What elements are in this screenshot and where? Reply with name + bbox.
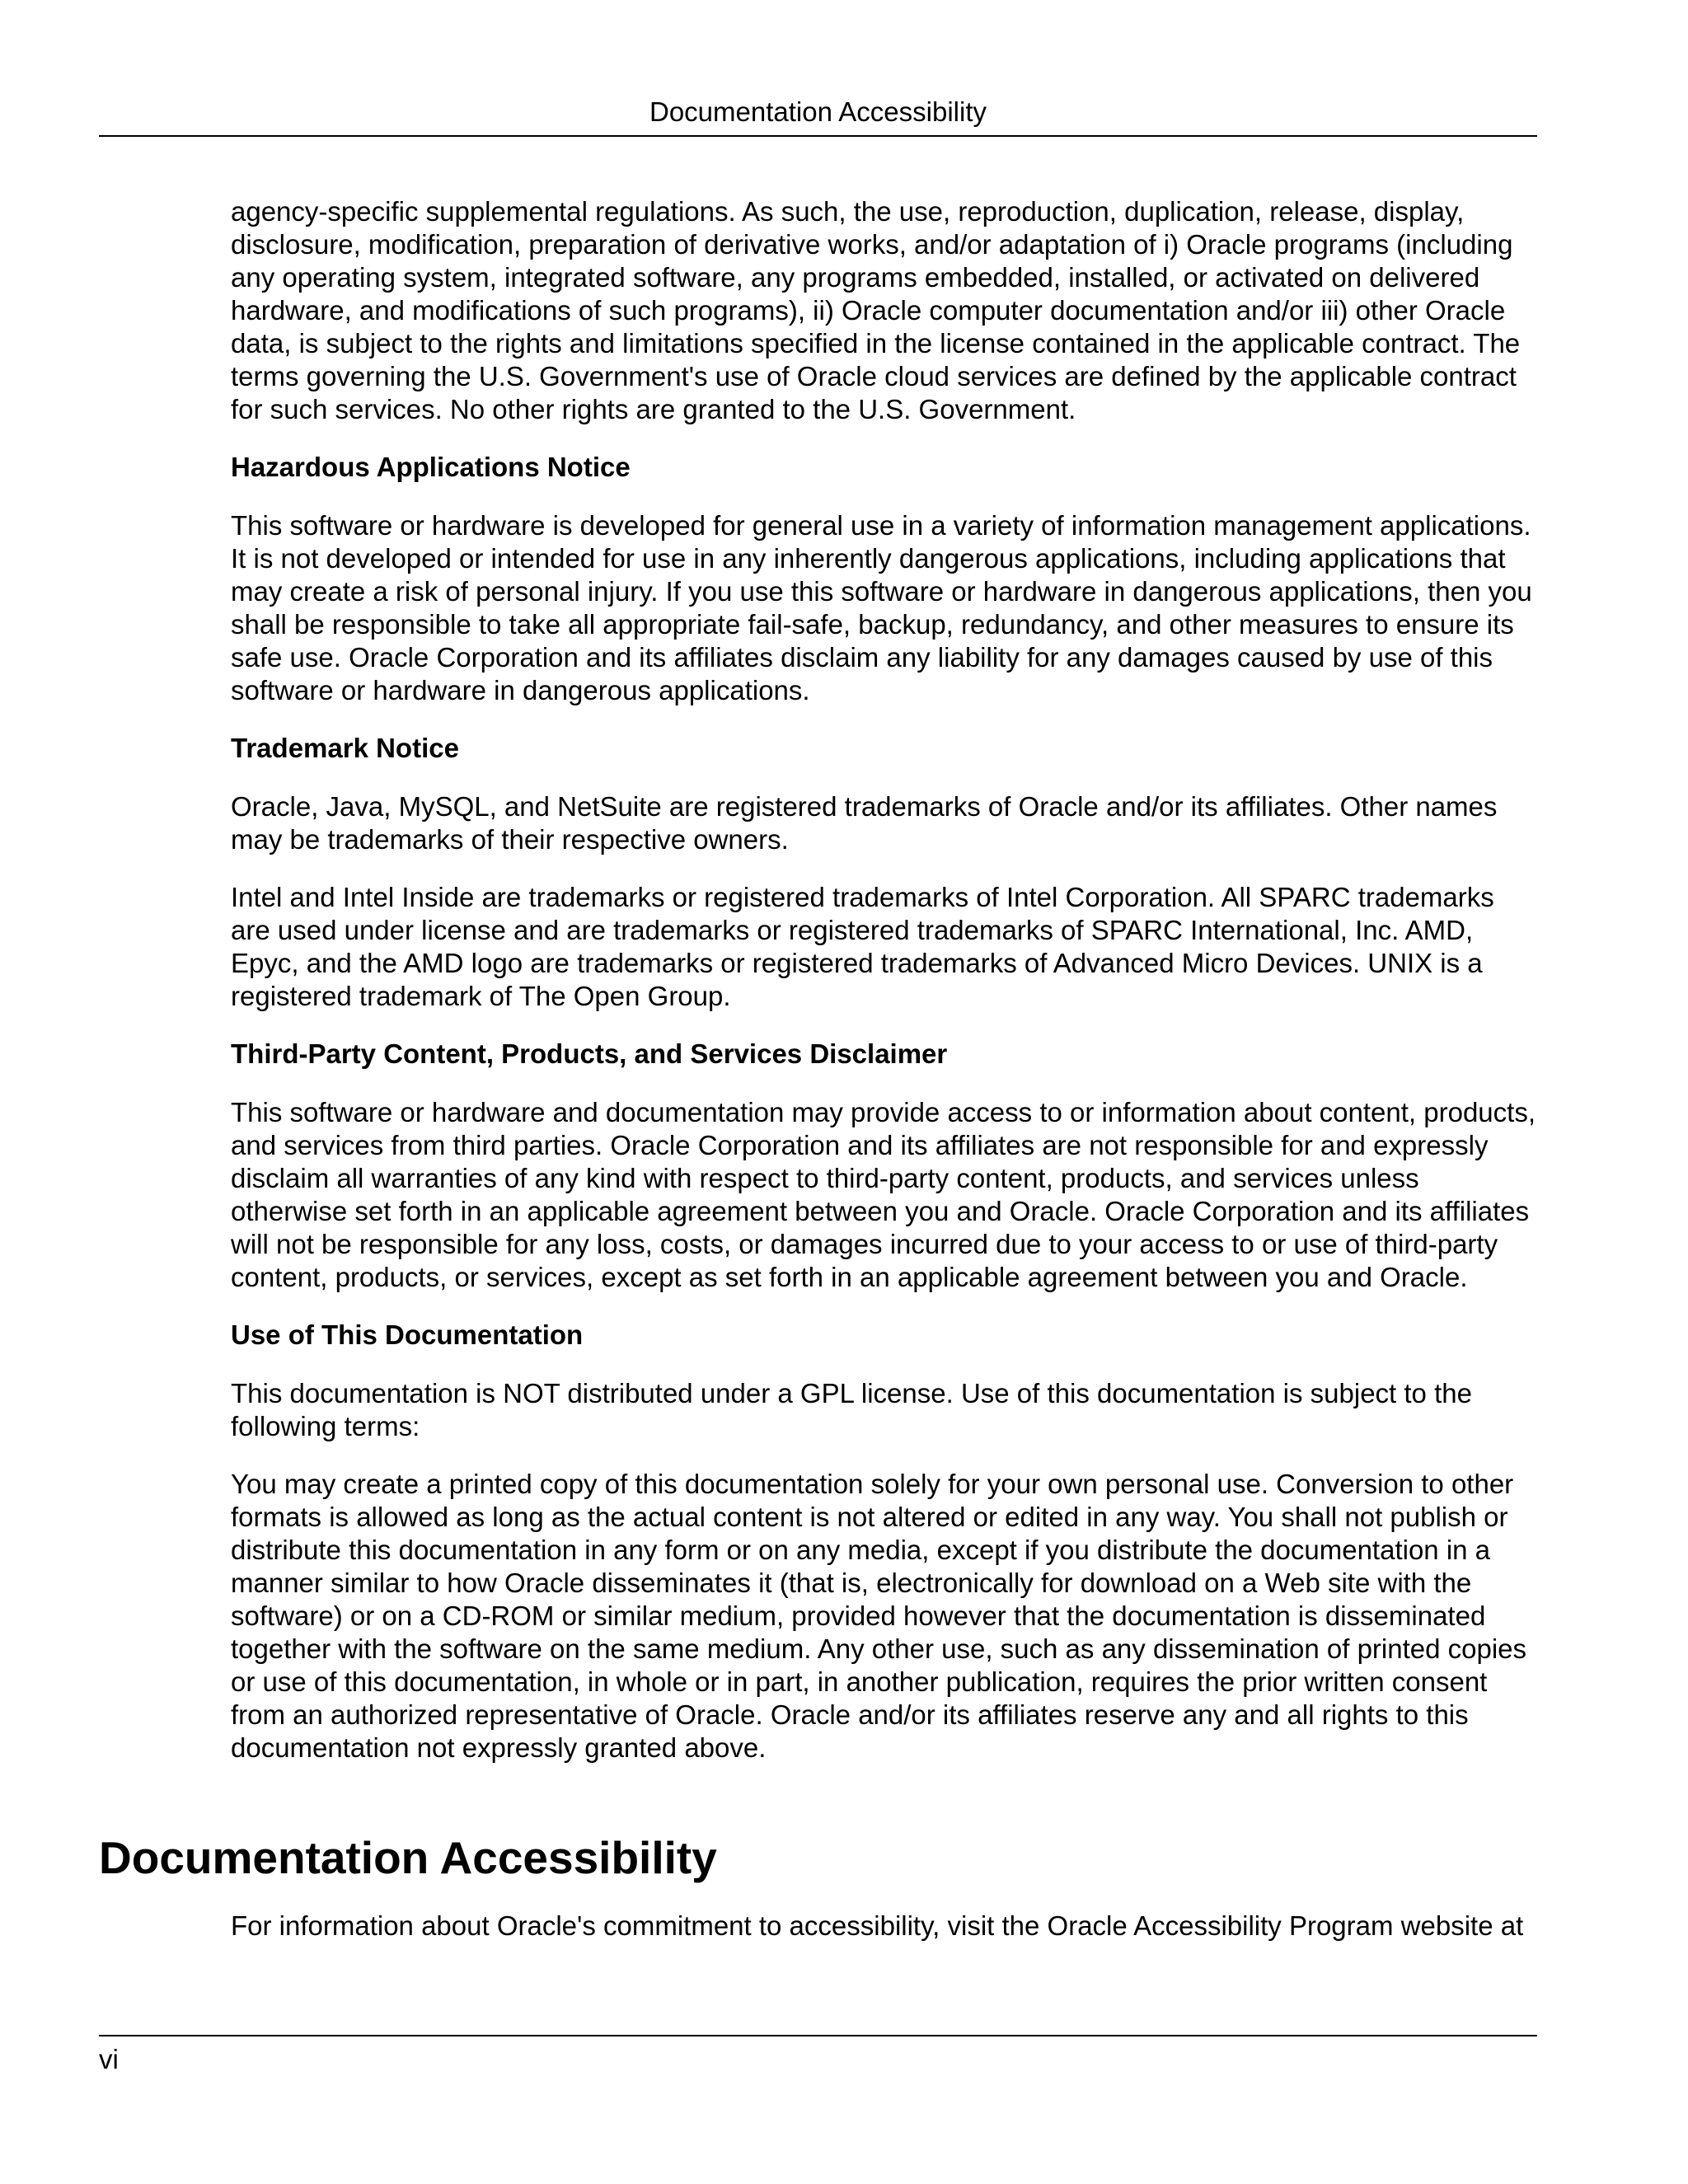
third-party-heading: Third-Party Content, Products, and Services Disclaimer bbox=[231, 1038, 948, 1069]
running-header: Documentation Accessibility bbox=[649, 96, 987, 127]
hazardous-heading: Hazardous Applications Notice bbox=[231, 452, 631, 482]
hazardous-paragraph: This software or hardware is developed for general use in a variety of information management applications. It is not developed or intended for use in any inherently dangerous applications, including applications that may create a risk of personal injury. If you use this software or hardware in dangerous applications, then you shall be responsible to take all appropriate fail-safe, backup, redundancy, and other measures to ensure its safe use. Oracle Corporation and its affiliates disclaim any liability for any damages caused by use of this software or hardware in dangerous applications. bbox=[231, 510, 1532, 705]
use-of-docs-heading: Use of This Documentation bbox=[231, 1319, 584, 1350]
accessibility-heading: Documentation Accessibility bbox=[99, 1832, 717, 1883]
intro-paragraph: agency-specific supplemental regulations. As such, the use, reproduction, duplication, release, display, disclosure, modification, preparation of derivative works, and/or adaptation of i) Oracle programs (including any operating system, integrated software, any programs embedded, installed, or activated on delivered hardware, and modifications of such programs), ii) Oracle computer documentation and/or iii) other Oracle data, is subject to the rights and limitations specified in the license contained in the applicable contract. The terms governing the U.S. Government's use of Oracle cloud services are defined by the applicable contract for such services. No other rights are granted to the U.S. Government. bbox=[231, 196, 1521, 424]
main-content bbox=[231, 195, 1537, 1789]
use-of-docs-paragraph-1: This documentation is NOT distributed under a GPL license. Use of this documentation is subject to the following terms: bbox=[231, 1378, 1472, 1441]
trademark-paragraph-1: Oracle, Java, MySQL, and NetSuite are registered trademarks of Oracle and/or its affiliates. Other names may be trademarks of their respective owners. bbox=[231, 791, 1498, 855]
accessibility-paragraph: For information about Oracle's commitment to accessibility, visit the Oracle Accessibility Program website at bbox=[231, 1910, 1524, 1941]
footer-rule bbox=[99, 2035, 1537, 2036]
trademark-heading: Trademark Notice bbox=[231, 733, 459, 763]
trademark-paragraph-2: Intel and Intel Inside are trademarks or registered trademarks of Intel Corporation. All SPARC trademarks are used under license and are trademarks or registered trademarks of SPARC International, Inc. AMD, Epyc, and the AMD logo are trademarks or registered trademarks of Advanced Micro Devices. UNIX is a registered trademark of The Open Group. bbox=[231, 882, 1494, 1011]
use-of-docs-paragraph-2: You may create a printed copy of this documentation solely for your own personal use. Conversion to other formats is allowed as long as the actual content is not altered or edited in any way. You shall not publish or distribute this documentation in any form or on any media, except if you distribute the documentation in a manner similar to how Oracle disseminates it (that is, electronically for download on a Web site with the software) or on a CD-ROM or similar medium, provided however that the documentation is disseminated together with the software on the same medium. Any other use, such as any dissemination of printed copies or use of this documentation, in whole or in part, in another publication, requires the prior written consent from an authorized representative of Oracle. Oracle and/or its affiliates reserve any and all rights to this documentation not expressly granted above. bbox=[231, 1469, 1527, 1763]
page-number: vi bbox=[99, 2044, 119, 2074]
third-party-paragraph: This software or hardware and documentation may provide access to or information about content, products, and services from third parties. Oracle Corporation and its affiliates are not responsible for and expressly disclaim all warranties of any kind with respect to third-party content, products, and services unless otherwise set forth in an applicable agreement between you and Oracle. Oracle Corporation and its affiliates will not be responsible for any loss, costs, or damages incurred due to your access to or use of third-party content, products, or services, except as set forth in an applicable agreement between you and Oracle. bbox=[231, 1097, 1536, 1292]
header-rule bbox=[99, 135, 1537, 137]
